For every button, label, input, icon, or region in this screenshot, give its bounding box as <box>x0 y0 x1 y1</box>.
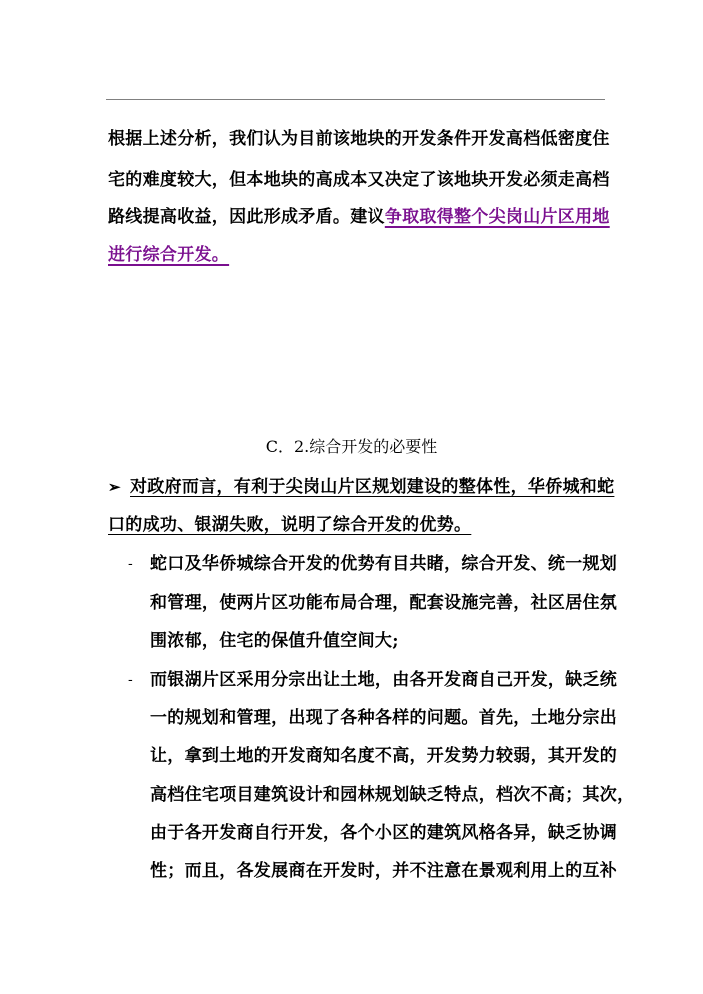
sub-item-line: 围浓郁，住宅的保值升值空间大; <box>150 631 399 651</box>
dash-marker: - <box>128 672 133 688</box>
dash-marker: - <box>128 556 133 572</box>
sub-item-line: 而银湖片区采用分宗出让土地，由各开发商自己开发，缺乏统 <box>150 670 618 690</box>
bullet-arrow-icon: ➢ <box>108 478 121 496</box>
paragraph-line <box>108 207 610 227</box>
sub-item-line: 高档住宅项目建筑设计和园林规划缺乏特点，档次不高；其次， <box>150 785 635 805</box>
section-heading: C．2.综合开发的必要性 <box>265 437 438 456</box>
sub-item-line: 一的规划和管理，出现了各种各样的问题。首先，土地分宗出 <box>150 708 618 728</box>
sub-item-line: 蛇口及华侨城综合开发的优势有目共睹，综合开发、统一规划 <box>150 554 618 574</box>
header-rule <box>106 99 605 100</box>
sub-item-line: 让，拿到土地的开发商知名度不高，开发势力较弱，其开发的 <box>150 746 618 766</box>
bullet-text: 对政府而言，有利于尖岗山片区规划建设的整体性，华侨城和蛇 <box>130 477 615 497</box>
paragraph-line: 宅的难度较大，但本地块的高成本又决定了该地块开发必须走高档 <box>108 170 610 190</box>
paragraph-text: 路线提高收益，因此形成矛盾。建议 <box>108 207 385 227</box>
sub-item-line: 和管理，使两片区功能布局合理，配套设施完善，社区居住氛 <box>150 593 618 613</box>
bullet-line <box>108 515 471 535</box>
recommendation-highlight: 争取取得整个尖岗山片区用地 <box>384 207 610 227</box>
sub-item-line: 由于各开发商自行开发，各个小区的建筑风格各异，缺乏协调 <box>150 823 618 843</box>
recommendation-highlight: 进行综合开发。 <box>108 245 230 265</box>
paragraph-line: 根据上述分析，我们认为目前该地块的开发条件开发高档低密度住 <box>108 129 610 149</box>
paragraph-line <box>108 245 229 265</box>
bullet-text: 口的成功、银湖失败，说明了综合开发的优势。 <box>108 515 472 535</box>
bullet-line <box>130 477 614 497</box>
sub-item-line: 性；而且，各发展商在开发时，并不注意在景观利用上的互补 <box>150 861 618 881</box>
